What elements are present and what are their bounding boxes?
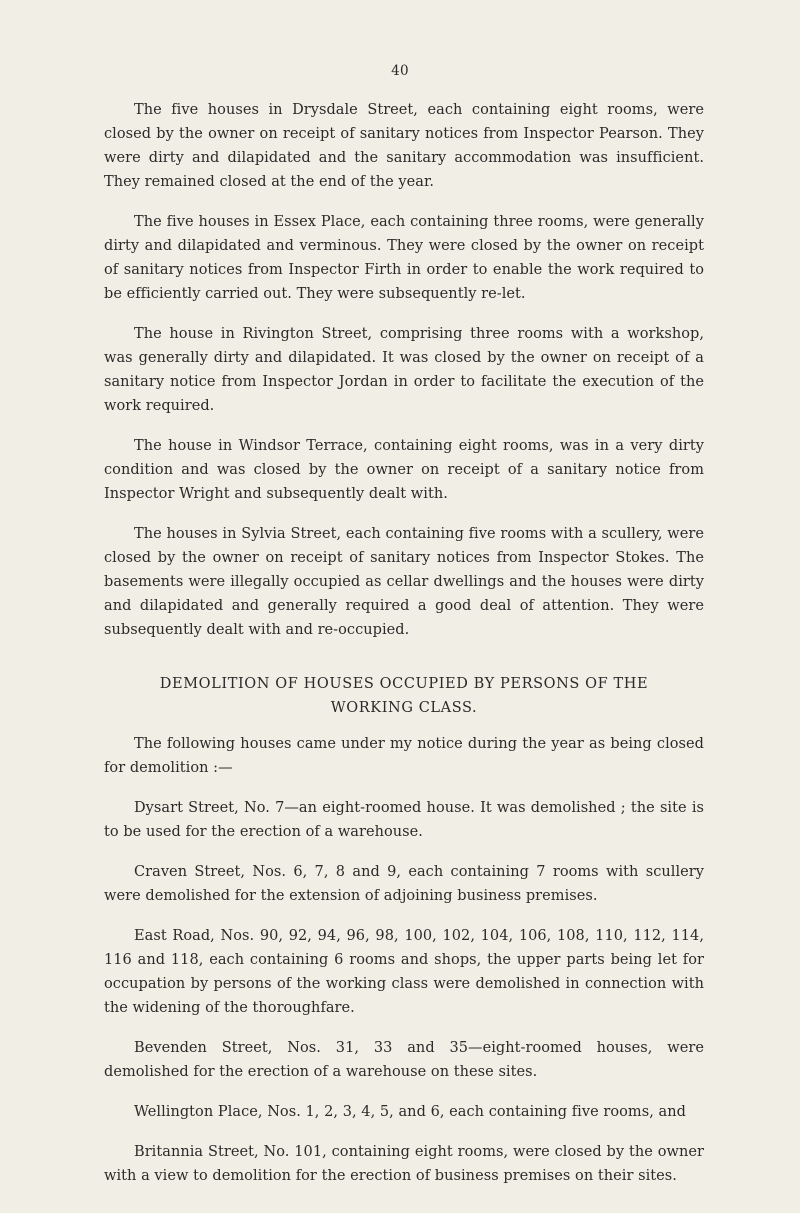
paragraph-dysart-street: Dysart Street, No. 7—an eight-roomed house. It was demolished ; the site is to be used for the erection of a warehouse.	[104, 800, 704, 840]
paragraph-sylvia-street: The houses in Sylvia Street, each containing five rooms with a scullery, were closed by the owner on receipt of sanitary notices from Inspector Stokes. The basements were illegally occupied as cellar dwellings and the houses were dirty and dilapidated and generally required a good deal of attention. They were subsequently dealt with and re-occupied.	[104, 526, 704, 638]
page-number: 40	[391, 63, 409, 79]
paragraph-east-road: East Road, Nos. 90, 92, 94, 96, 98, 100, 102, 104, 106, 108, 110, 112, 114, 116 and 118, each containing 6 rooms and shops, the upper parts being let for occupation by persons of the working class were demolished in connection with the widening of the thoroughfare.	[104, 928, 704, 1016]
paragraph-drysdale-street: The five houses in Drysdale Street, each containing eight rooms, were closed by the owner on receipt of sanitary notices from Inspector Pearson. They were dirty and dilapidated and the sanitary accommodation was insufficient. They remained closed at the end of the year.	[104, 102, 704, 190]
paragraph-bevenden-street: Bevenden Street, Nos. 31, 33 and 35—eight-roomed houses, were demolished for the erection of a warehouse on these sites.	[104, 1040, 704, 1080]
section-heading-line-2: WORKING CLASS.	[330, 700, 478, 716]
section-heading	[104, 672, 704, 720]
paragraph-wellington-place: Wellington Place, Nos. 1, 2, 3, 4, 5, and 6, each containing five rooms, and	[134, 1104, 686, 1120]
paragraph-windsor-terrace: The house in Windsor Terrace, containing eight rooms, was in a very dirty condition and was closed by the owner on receipt of a sanitary notice from Inspector Wright and subsequently dealt with.	[104, 438, 704, 502]
paragraph-intro: The following houses came under my notice during the year as being closed for demolition :—	[104, 736, 704, 776]
paragraph-essex-place: The five houses in Essex Place, each containing three rooms, were generally dirty and dilapidated and verminous. They were closed by the owner on receipt of sanitary notices from Inspector Firth in order to enable the work required to be efficiently carried out. They were subsequently re-let.	[104, 214, 704, 302]
paragraph-britannia-street: Britannia Street, No. 101, containing eight rooms, were closed by the owner with a view to demolition for the erection of business premises on their sites.	[104, 1144, 704, 1184]
page-body	[104, 98, 704, 1204]
paragraph-craven-street: Craven Street, Nos. 6, 7, 8 and 9, each containing 7 rooms with scullery were demolished for the extension of adjoining business premises.	[104, 864, 704, 904]
paragraph-rivington-street: The house in Rivington Street, comprising three rooms with a workshop, was generally dirty and dilapidated. It was closed by the owner on receipt of a sanitary notice from Inspector Jordan in order to facilitate the execution of the work required.	[104, 326, 704, 414]
section-heading-line-1: DEMOLITION OF HOUSES OCCUPIED BY PERSONS OF THE	[159, 676, 649, 692]
